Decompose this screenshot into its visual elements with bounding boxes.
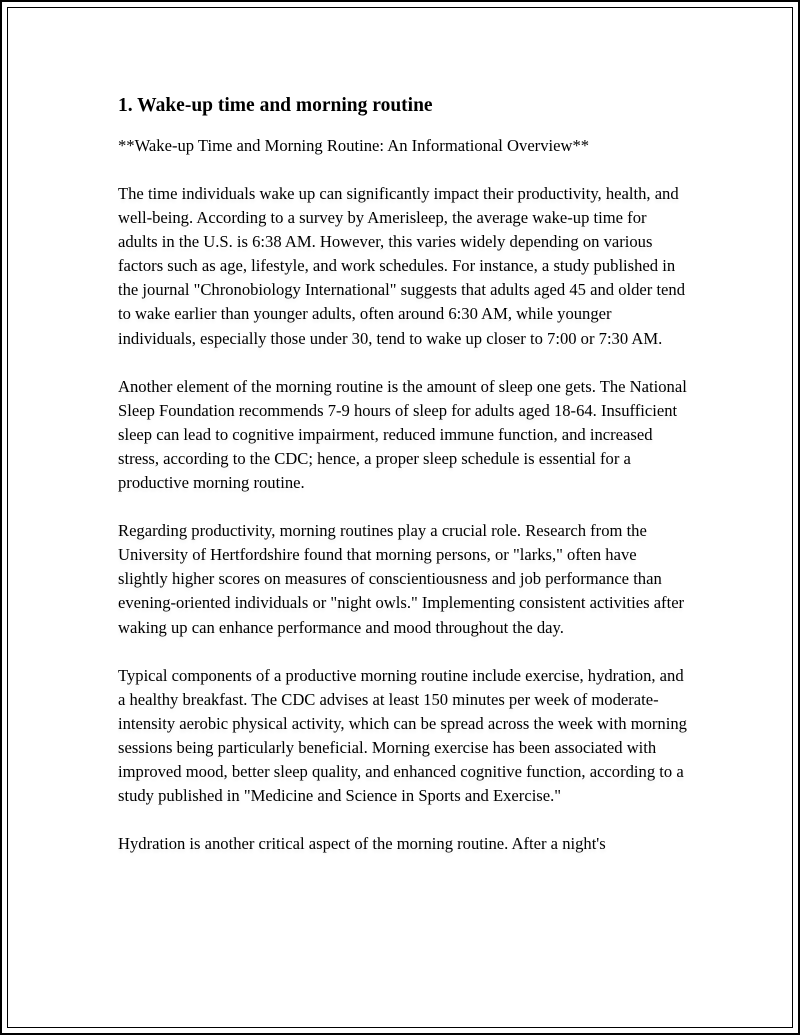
section-heading: 1. Wake-up time and morning routine: [118, 95, 433, 116]
paragraph-routine-components: Typical components of a productive morning routine include exercise, hydration, and a healthy breakfast. The CDC advises at least 150 minutes per week of moderate-intensity aerobic physical activity, which can be spread across the week with morning sessions being particularly beneficial. Morning exercise has been associated with improved mood, better sleep quality, and enhanced cognitive function, according to a study published in "Medicine and Science in Sports and Exercise.": [118, 665, 687, 806]
paragraph-hydration: Hydration is another critical aspect of the morning routine. After a night's: [118, 834, 606, 854]
document-body: [118, 94, 688, 880]
paragraph-productivity: Regarding productivity, morning routines play a crucial role. Research from the University of Hertfordshire found that morning persons, or "larks," often have slightly higher scores on measures of conscientiousness and job performance than evening-oriented individuals or "night owls." Implementing consistent activities after waking up can enhance performance and mood throughout the day.: [118, 521, 685, 637]
paragraph-sleep-amount: Another element of the morning routine is the amount of sleep one gets. The National Sleep Foundation recommends 7-9 hours of sleep for adults aged 18-64. Insufficient sleep can lead to cognitive impairment, reduced immune function, and increased stress, according to the CDC; hence, a proper sleep schedule is essential for a productive morning routine.: [118, 376, 687, 493]
document-subtitle: **Wake-up Time and Morning Routine: An Informational Overview**: [118, 136, 590, 155]
paragraph-wake-up-time: The time individuals wake up can significantly impact their productivity, health, and well-being. According to a survey by Amerisleep, the average wake-up time for adults in the U.S. is 6:38 AM. However, this varies widely depending on various factors such as age, lifestyle, and work schedules. For instance, a study published in the journal "Chronobiology International" suggests that adults aged 45 and older tend to wake earlier than younger adults, often around 6:30 AM, while younger individuals, especially those under 30, tend to wake up closer to 7:00 or 7:30 AM.: [118, 184, 686, 348]
